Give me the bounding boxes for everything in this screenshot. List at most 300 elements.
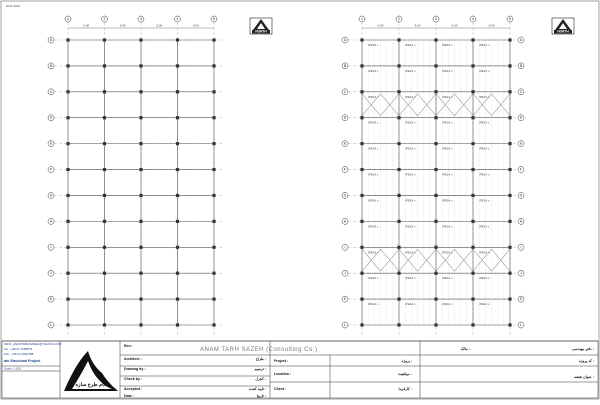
beam-tag: IPE14 x — [442, 224, 453, 229]
grid-bubble-row — [518, 244, 524, 250]
grid-bubble-row — [342, 141, 348, 147]
column-marker — [176, 272, 179, 275]
check-by-fa: کنترل : — [255, 377, 266, 381]
beam-tag: IPE14 x — [479, 146, 490, 151]
column-marker — [103, 220, 106, 223]
column-marker — [471, 194, 474, 197]
column-marker — [103, 272, 106, 275]
beam-tag: IPE14 x — [442, 276, 453, 281]
company-tel: Tel : +98 21 2258879 — [4, 347, 33, 351]
beam-tag: IPE14 x — [405, 302, 416, 307]
column-marker — [360, 272, 363, 275]
grid-bubble-col — [138, 16, 144, 22]
grid-col-label: 1 — [361, 17, 363, 21]
column-marker — [434, 272, 437, 275]
grid-bubble-col — [470, 16, 476, 22]
grid-bubble-row — [342, 37, 348, 43]
beam-tag: IPE14 x — [479, 43, 490, 47]
beam-tag: IPE14 x — [368, 250, 379, 255]
accepted-fa: تایید کننده : — [249, 387, 266, 391]
drawing-title-fa: عنوان نقشه : — [574, 375, 594, 379]
location-label: Location : — [274, 372, 292, 376]
grid-row-label: L — [344, 323, 346, 327]
column-marker — [66, 220, 69, 223]
column-marker — [397, 297, 400, 300]
grid-bubble-col — [175, 16, 181, 22]
grid-row-label: C — [49, 89, 53, 94]
beam-tag: IPE14 x — [405, 146, 416, 151]
company-fax: Fax : +98 21 2600788 — [4, 352, 34, 356]
beam-tag: IPE14 x — [479, 120, 490, 125]
beam-tag: IPE14 x — [405, 94, 416, 99]
column-marker — [139, 142, 142, 145]
column-marker — [212, 194, 215, 197]
column-marker — [360, 64, 363, 67]
column-marker — [212, 297, 215, 300]
company-email: INFO_ANAMTARHSAZEH@YAHOO.COM — [4, 342, 61, 346]
column-marker — [139, 323, 142, 326]
column-marker — [508, 168, 511, 171]
column-marker — [434, 246, 437, 249]
column-marker — [508, 246, 511, 249]
grid-bubble-row — [342, 63, 348, 69]
grid-row-label: K — [49, 297, 53, 302]
beam-tag: IPE14 x — [368, 302, 379, 307]
grid-row-label: L — [50, 323, 52, 327]
column-marker — [471, 90, 474, 93]
column-marker — [508, 194, 511, 197]
title-block — [2, 341, 598, 399]
column-marker — [471, 38, 474, 41]
column-marker — [176, 168, 179, 171]
grid-bubble-row — [48, 167, 54, 173]
north-arrow-icon — [552, 18, 574, 34]
column-marker — [397, 323, 400, 326]
grid-col-label: 4 — [472, 17, 474, 21]
column-marker — [176, 116, 179, 119]
client-fa: کارفرما : — [398, 387, 412, 391]
grid-bubble-col — [433, 16, 439, 22]
grid-row-label: E — [343, 141, 347, 146]
column-marker — [434, 116, 437, 119]
dimension-label: 5.00 — [488, 23, 495, 28]
column-marker — [176, 142, 179, 145]
grid-row-label: K — [519, 297, 523, 302]
grid-bubble-col — [507, 16, 513, 22]
beam-tag: IPE14 x — [479, 302, 490, 307]
column-marker — [66, 168, 69, 171]
drawing-by-fa: ترسیم : — [254, 367, 266, 371]
column-marker — [212, 64, 215, 67]
beam-tag: IPE14 x — [405, 68, 416, 73]
column-marker — [508, 297, 511, 300]
grid-bubble-col — [102, 16, 108, 22]
column-marker — [212, 323, 215, 326]
column-marker — [434, 90, 437, 93]
column-marker — [139, 116, 142, 119]
right-floor-plan — [342, 16, 524, 335]
column-marker — [397, 168, 400, 171]
column-marker — [471, 64, 474, 67]
column-marker — [139, 64, 142, 67]
column-marker — [360, 168, 363, 171]
accepted-label: Accepted : — [124, 387, 143, 391]
beam-tag: IPE14 x — [405, 250, 416, 255]
beam-tag: IPE14 x — [405, 198, 416, 203]
grid-bubble-row — [48, 63, 54, 69]
beam-tag: IPE14 x — [368, 224, 379, 229]
grid-bubble-row — [48, 89, 54, 95]
north-label: NORTH — [255, 29, 267, 34]
grid-bubble-row — [518, 167, 524, 173]
column-marker — [66, 90, 69, 93]
grid-bubble-row — [342, 167, 348, 173]
beam-tag: IPE14 x — [368, 276, 379, 281]
column-marker — [66, 323, 69, 326]
grid-row-label: E — [519, 141, 523, 146]
grid-col-label: 2 — [103, 17, 106, 21]
beam-tag: IPE14 x — [442, 43, 453, 47]
grid-col-label: 5 — [509, 17, 511, 21]
logo-text: آنام طرح سازه — [75, 382, 107, 388]
grid-col-label: 3 — [140, 17, 142, 21]
grid-row-label: I — [50, 245, 52, 250]
grid-bubble-row — [518, 270, 524, 276]
column-marker — [176, 64, 179, 67]
column-marker — [66, 246, 69, 249]
grid-row-label: F — [49, 167, 53, 172]
dimension-label: 5.00 — [414, 23, 421, 28]
beam-tag: IPE14 x — [405, 43, 416, 47]
column-marker — [434, 323, 437, 326]
grid-row-label: D — [343, 115, 347, 120]
column-marker — [176, 246, 179, 249]
column-marker — [66, 64, 69, 67]
column-marker — [360, 297, 363, 300]
grid-bubble-row — [48, 115, 54, 121]
column-marker — [397, 142, 400, 145]
column-marker — [212, 220, 215, 223]
column-marker — [360, 116, 363, 119]
column-marker — [103, 246, 106, 249]
beam-tag: IPE14 x — [479, 198, 490, 203]
column-marker — [139, 272, 142, 275]
grid-row-label: D — [519, 115, 523, 120]
column-marker — [176, 323, 179, 326]
column-marker — [397, 90, 400, 93]
grid-row-label: J — [520, 271, 522, 276]
column-marker — [397, 38, 400, 41]
left-floor-plan — [48, 16, 222, 335]
column-marker — [471, 220, 474, 223]
grid-row-label: C — [519, 89, 523, 94]
column-marker — [508, 220, 511, 223]
date-label: Date : — [124, 394, 134, 398]
rev-label: Rev: — [124, 344, 132, 348]
column-marker — [66, 38, 69, 41]
column-marker — [360, 323, 363, 326]
dimension-label: 5.00 — [83, 23, 90, 28]
beam-tag: IPE14 x — [442, 146, 453, 151]
grid-col-label: 2 — [398, 17, 400, 21]
column-marker — [66, 272, 69, 275]
beam-tag: IPE14 x — [442, 120, 453, 125]
column-marker — [139, 38, 142, 41]
grid-row-label: J — [344, 271, 346, 276]
dimension-label: 5.00 — [156, 23, 163, 28]
column-marker — [66, 116, 69, 119]
grid-row-label: I — [520, 245, 522, 250]
beam-tag: IPE14 x — [368, 120, 379, 125]
grid-bubble-col — [65, 16, 71, 22]
grid-bubble-row — [342, 322, 348, 328]
column-marker — [360, 220, 363, 223]
grid-row-label: A — [519, 38, 523, 42]
beam-tag: IPE14 x — [368, 146, 379, 151]
column-marker — [434, 297, 437, 300]
column-marker — [103, 142, 106, 145]
dimension-label: 5.00 — [377, 23, 384, 28]
column-marker — [508, 64, 511, 67]
grid-col-label: 5 — [213, 17, 215, 21]
grid-bubble-row — [48, 218, 54, 224]
beam-tag: IPE14 x — [405, 172, 416, 177]
beam-tag: IPE14 x — [368, 94, 379, 99]
job-fa: کد پروژه : — [578, 359, 594, 363]
grid-bubble-row — [48, 322, 54, 328]
column-marker — [103, 90, 106, 93]
grid-row-label: L — [520, 323, 522, 327]
beam-tag: IPE14 x — [479, 172, 490, 177]
grid-bubble-row — [518, 218, 524, 224]
check-by-label: Check by : — [124, 377, 143, 381]
owner-fa: مالک : — [460, 347, 470, 351]
column-marker — [176, 90, 179, 93]
grid-bubble-row — [342, 244, 348, 250]
column-marker — [360, 142, 363, 145]
column-marker — [66, 194, 69, 197]
column-marker — [397, 220, 400, 223]
grid-row-label: H — [343, 219, 347, 224]
grid-bubble-col — [396, 16, 402, 22]
column-marker — [397, 64, 400, 67]
beam-tag: IPE14 x — [479, 68, 490, 73]
grid-row-label: F — [343, 167, 347, 172]
grid-bubble-row — [342, 296, 348, 302]
grid-row-label: J — [50, 271, 52, 276]
column-marker — [139, 246, 142, 249]
dimension-label: 5.00 — [119, 23, 126, 28]
drawing-by-label: Drawing by : — [124, 367, 146, 371]
column-marker — [103, 323, 106, 326]
beam-tag: IPE14 x — [368, 43, 379, 47]
column-marker — [471, 168, 474, 171]
column-marker — [139, 220, 142, 223]
column-marker — [397, 272, 400, 275]
grid-bubble-row — [518, 37, 524, 43]
architect-fa: طراح : — [255, 357, 266, 361]
architect-label: Architect : — [124, 357, 142, 361]
beam-tag: IPE14 x — [442, 68, 453, 73]
grid-row-label: I — [344, 245, 346, 250]
column-marker — [434, 220, 437, 223]
column-marker — [139, 90, 142, 93]
grid-bubble-row — [48, 296, 54, 302]
column-marker — [103, 64, 106, 67]
north-arrow-icon — [250, 18, 272, 34]
firm-name: ANAM TARH SAZEH (Consulting Co.) — [200, 347, 318, 353]
column-marker — [139, 194, 142, 197]
column-marker — [212, 168, 215, 171]
company-logo-icon — [64, 351, 118, 391]
column-marker — [212, 246, 215, 249]
grid-row-label: G — [519, 193, 523, 198]
project-label: Project : — [274, 359, 289, 363]
column-marker — [66, 297, 69, 300]
beam-tag: IPE14 x — [479, 224, 490, 229]
column-marker — [103, 168, 106, 171]
column-marker — [212, 116, 215, 119]
corner-label: 2012 2013 — [6, 4, 21, 8]
grid-row-label: B — [519, 63, 523, 68]
grid-bubble-row — [48, 270, 54, 276]
column-marker — [508, 272, 511, 275]
column-marker — [471, 246, 474, 249]
column-marker — [434, 64, 437, 67]
grid-bubble-row — [518, 89, 524, 95]
grid-row-label: D — [49, 115, 53, 120]
column-marker — [360, 194, 363, 197]
grid-row-label: H — [49, 219, 53, 224]
engineer-fa: دفتر مهندسی : — [571, 347, 594, 351]
grid-bubble-row — [342, 115, 348, 121]
north-label: NORTH — [557, 29, 569, 34]
column-marker — [508, 90, 511, 93]
column-marker — [103, 194, 106, 197]
dimension-label: 5.00 — [192, 23, 199, 28]
scale-label: Scale: 1:100 — [4, 366, 21, 371]
project-fa: پروژه : — [401, 359, 412, 363]
grid-bubble-row — [518, 63, 524, 69]
column-marker — [139, 297, 142, 300]
beam-tag: IPE14 x — [405, 120, 416, 125]
grid-bubble-row — [518, 296, 524, 302]
grid-row-label: C — [343, 89, 347, 94]
client-label: Client : — [274, 387, 287, 391]
grid-bubble-row — [518, 322, 524, 328]
column-marker — [471, 297, 474, 300]
column-marker — [103, 38, 106, 41]
column-marker — [176, 297, 179, 300]
grid-bubble-row — [518, 115, 524, 121]
grid-row-label: B — [343, 63, 347, 68]
grid-bubble-col — [359, 16, 365, 22]
date-fa: تاریخ : — [256, 394, 266, 398]
beam-tag: IPE14 x — [405, 224, 416, 229]
column-marker — [508, 323, 511, 326]
column-marker — [176, 194, 179, 197]
grid-bubble-row — [342, 192, 348, 198]
beam-tag: IPE14 x — [442, 198, 453, 203]
grid-row-label: B — [49, 63, 53, 68]
grid-bubble-row — [342, 218, 348, 224]
beam-tag: IPE14 x — [442, 172, 453, 177]
column-marker — [360, 38, 363, 41]
grid-bubble-row — [518, 192, 524, 198]
column-marker — [103, 116, 106, 119]
column-marker — [508, 38, 511, 41]
column-marker — [397, 246, 400, 249]
grid-row-label: G — [343, 193, 347, 198]
column-marker — [212, 38, 215, 41]
column-marker — [471, 142, 474, 145]
grid-bubble-row — [342, 270, 348, 276]
column-marker — [66, 142, 69, 145]
grid-bubble-row — [48, 37, 54, 43]
column-marker — [176, 38, 179, 41]
grid-row-label: H — [519, 219, 523, 224]
grid-bubble-row — [48, 192, 54, 198]
column-marker — [360, 246, 363, 249]
column-marker — [471, 323, 474, 326]
beam-tag: IPE14 x — [442, 250, 453, 255]
column-marker — [397, 116, 400, 119]
column-marker — [139, 168, 142, 171]
beam-tag: IPE14 x — [479, 250, 490, 255]
column-marker — [434, 142, 437, 145]
beam-tag: IPE14 x — [368, 172, 379, 177]
grid-row-label: E — [49, 141, 53, 146]
grid-col-label: 1 — [67, 17, 69, 21]
dimension-label: 5.00 — [451, 23, 458, 28]
grid-row-label: A — [49, 38, 53, 42]
grid-col-label: 4 — [176, 17, 179, 21]
grid-bubble-row — [48, 244, 54, 250]
column-marker — [397, 194, 400, 197]
column-marker — [434, 38, 437, 41]
grid-col-label: 3 — [435, 17, 437, 21]
column-marker — [103, 297, 106, 300]
beam-tag: IPE14 x — [442, 94, 453, 99]
column-marker — [471, 116, 474, 119]
column-marker — [508, 142, 511, 145]
grid-bubble-row — [518, 141, 524, 147]
beam-tag: IPE14 x — [479, 276, 490, 281]
grid-bubble-col — [211, 16, 217, 22]
grid-row-label: K — [343, 297, 347, 302]
column-marker — [360, 90, 363, 93]
column-marker — [471, 272, 474, 275]
column-marker — [508, 116, 511, 119]
column-marker — [212, 272, 215, 275]
beam-tag: IPE14 x — [368, 198, 379, 203]
column-marker — [176, 220, 179, 223]
location-fa: موقعیت : — [397, 372, 412, 376]
column-marker — [212, 142, 215, 145]
grid-bubble-row — [48, 141, 54, 147]
grid-bubble-row — [342, 89, 348, 95]
beam-tag: IPE14 x — [368, 68, 379, 73]
beam-tag: IPE14 x — [405, 276, 416, 281]
grid-row-label: F — [519, 167, 523, 172]
column-marker — [434, 168, 437, 171]
column-marker — [212, 90, 215, 93]
column-marker — [434, 194, 437, 197]
grid-row-label: G — [49, 193, 53, 198]
beam-tag: IPE14 x — [479, 94, 490, 99]
grid-row-label: A — [343, 38, 347, 42]
project-name: ate Structural Project — [4, 359, 41, 363]
